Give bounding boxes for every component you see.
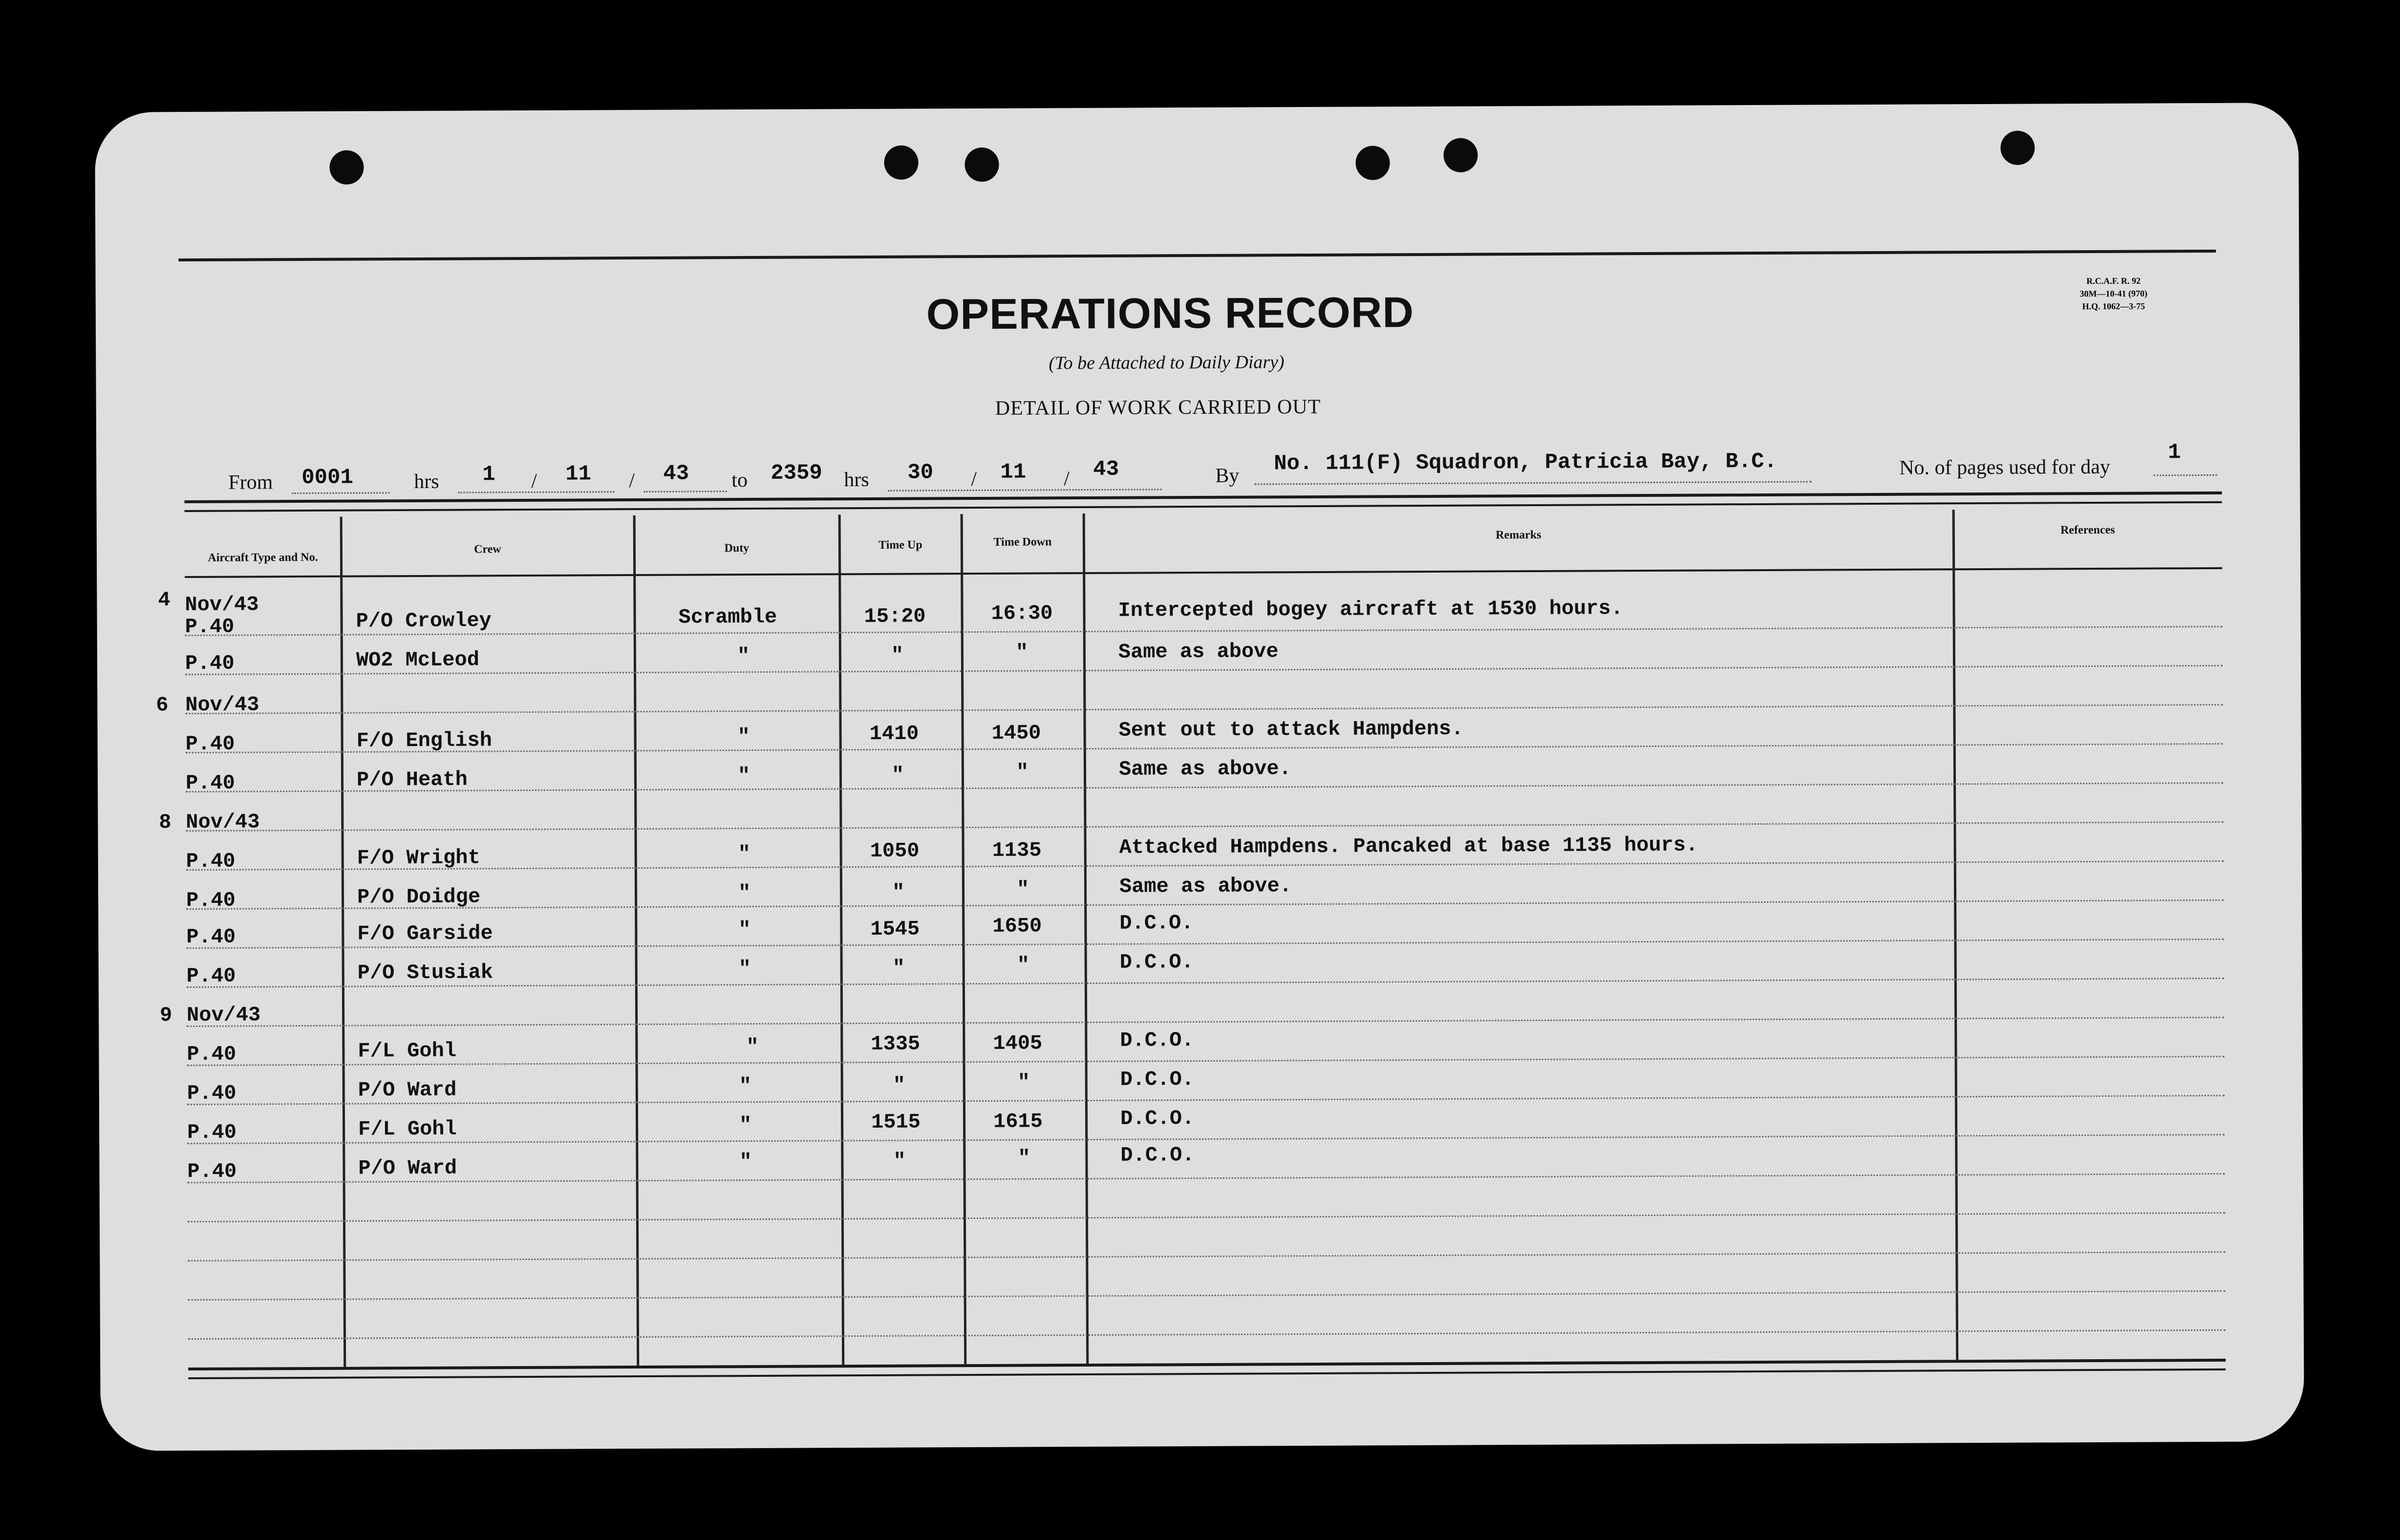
form-code	[2055, 274, 2172, 313]
crew-cell: F/L Gohl	[358, 1039, 457, 1063]
date-label: Nov/43	[187, 1003, 261, 1027]
crew-cell: F/O English	[356, 728, 493, 753]
ruled-line	[188, 1251, 2225, 1262]
date-slash: /	[531, 470, 537, 492]
time-down-cell: 1135	[992, 838, 1042, 862]
pages-count: 1	[2168, 440, 2181, 465]
time-up-cell: "	[892, 956, 905, 980]
time-down-cell: "	[1016, 877, 1029, 901]
time-down-cell: "	[1016, 760, 1029, 784]
time-up-cell: "	[893, 1149, 906, 1173]
table-bottom-rule	[188, 1369, 2226, 1379]
by-label: By	[1215, 464, 1240, 487]
col-header-time-down: Time Down	[993, 535, 1052, 549]
ruled-line	[188, 1329, 2226, 1340]
crew-cell: F/L Gohl	[358, 1117, 457, 1141]
date-slash: /	[629, 470, 635, 492]
crew-cell: F/O Garside	[357, 921, 493, 946]
aircraft-cell: P.40	[187, 1042, 236, 1067]
duty-cell: "	[738, 881, 751, 905]
crew-cell: P/O Stusiak	[357, 961, 493, 985]
remarks-cell: D.C.O.	[1120, 1068, 1195, 1091]
time-down-cell: "	[1017, 953, 1030, 977]
ruled-line	[187, 1017, 2224, 1027]
date-slash: /	[971, 468, 977, 491]
hrs-label: hrs	[414, 470, 439, 493]
time-down-cell: 1650	[992, 914, 1042, 938]
dotted-line	[643, 491, 727, 492]
to-day: 30	[907, 460, 934, 485]
duty-cell: "	[737, 764, 750, 788]
aircraft-cell: P.40	[185, 615, 235, 639]
crew-cell: P/O Heath	[356, 768, 468, 792]
date-label: Nov/43	[185, 693, 259, 717]
time-up-cell: 1515	[871, 1110, 921, 1134]
time-down-cell: 1615	[993, 1110, 1043, 1134]
date-label: Nov/43	[185, 593, 259, 617]
remarks-cell: D.C.O.	[1119, 950, 1194, 974]
ruled-line	[186, 782, 2223, 792]
col-header-references: References	[2060, 523, 2115, 537]
remarks-cell: D.C.O.	[1120, 1107, 1195, 1131]
form-code-line: R.C.A.F. R. 92	[2086, 276, 2141, 286]
time-down-cell: 1450	[991, 721, 1041, 745]
table-top-rule	[185, 501, 2222, 512]
time-down-cell: "	[1017, 1070, 1030, 1094]
duty-cell: "	[738, 957, 751, 981]
duty-cell: "	[739, 1113, 752, 1137]
remarks-cell: Sent out to attack Hampdens.	[1118, 717, 1464, 742]
col-header-remarks: Remarks	[1496, 528, 1542, 542]
date-day: 4	[158, 588, 171, 612]
to-label: to	[731, 469, 748, 492]
to-time: 2359	[771, 461, 823, 486]
remarks-cell: D.C.O.	[1120, 1028, 1194, 1052]
aircraft-cell: P.40	[187, 1159, 237, 1184]
page-title: OPERATIONS RECORD	[926, 288, 1414, 339]
date-day: 6	[156, 693, 169, 717]
from-label: From	[228, 471, 273, 494]
ruled-line	[188, 1173, 2225, 1183]
time-down-cell: "	[1018, 1146, 1030, 1170]
duty-cell: "	[737, 644, 750, 668]
duty-cell: Scramble	[678, 605, 777, 629]
date-slash: /	[1064, 468, 1070, 491]
aircraft-cell: P.40	[186, 925, 236, 949]
crew-cell: WO2 McLeod	[356, 648, 480, 672]
from-time: 0001	[301, 465, 354, 491]
dotted-line	[292, 492, 389, 494]
form-code-line: 30M—10-41 (970)	[2079, 288, 2147, 299]
time-up-cell: 1335	[871, 1032, 921, 1056]
aircraft-cell: P.40	[185, 651, 235, 676]
ruled-line	[186, 860, 2224, 871]
time-up-cell: "	[891, 643, 904, 667]
page-subtitle: (To be Attached to Daily Diary)	[1049, 352, 1285, 374]
crew-cell: P/O Ward	[358, 1156, 457, 1180]
duty-cell: "	[746, 1035, 759, 1059]
hrs-label: hrs	[844, 468, 869, 492]
aircraft-cell: P.40	[187, 1120, 237, 1145]
ruled-line	[186, 821, 2223, 832]
remarks-cell: Attacked Hampdens. Pancaked at base 1135 hours.	[1119, 833, 1698, 859]
dotted-line	[1254, 481, 1811, 485]
ruled-line	[188, 1290, 2226, 1301]
duty-cell: "	[737, 725, 750, 749]
duty-cell: "	[739, 1150, 752, 1174]
time-up-cell: 15:20	[864, 604, 926, 628]
date-label: Nov/43	[186, 810, 260, 834]
col-divider	[1083, 513, 1089, 1364]
time-down-cell: "	[1015, 641, 1029, 664]
from-day: 1	[482, 462, 495, 487]
col-header-duty: Duty	[724, 542, 750, 555]
detail-heading: DETAIL OF WORK CARRIED OUT	[995, 395, 1321, 420]
to-month: 11	[1000, 460, 1027, 485]
aircraft-cell: P.40	[186, 849, 236, 874]
ruled-line	[186, 899, 2224, 910]
remarks-cell: Same as above	[1118, 640, 1279, 664]
duty-cell: "	[739, 1074, 752, 1098]
punch-hole	[329, 150, 364, 184]
remarks-cell: Same as above.	[1119, 874, 1292, 898]
col-header-time-up: Time Up	[879, 538, 922, 552]
dotted-line	[888, 489, 1161, 491]
crew-cell: P/O Doidge	[357, 885, 481, 909]
time-up-cell: "	[893, 1073, 906, 1097]
date-day: 9	[160, 1004, 172, 1027]
col-divider	[633, 515, 640, 1366]
aircraft-cell: P.40	[185, 771, 235, 795]
crew-cell: F/O Wright	[357, 846, 480, 870]
time-up-cell: 1410	[869, 722, 919, 746]
time-up-cell: "	[892, 880, 905, 904]
ruled-line	[188, 1212, 2225, 1222]
form-code-line: H.Q. 1062—3-75	[2082, 301, 2145, 312]
header-bottom-rule	[185, 567, 2222, 578]
date-day: 8	[159, 811, 171, 834]
to-year: 43	[1093, 457, 1119, 482]
time-down-cell: 16:30	[991, 601, 1053, 625]
remarks-cell: D.C.O.	[1120, 1143, 1195, 1167]
col-divider	[340, 517, 346, 1367]
punch-hole	[2000, 131, 2035, 165]
crew-cell: P/O Crowley	[356, 609, 492, 633]
table-bottom-rule	[188, 1359, 2226, 1370]
crew-cell: P/O Ward	[358, 1078, 457, 1102]
duty-cell: "	[738, 842, 751, 866]
time-up-cell: 1545	[870, 917, 920, 941]
ruled-line	[187, 1095, 2225, 1105]
col-divider	[1952, 510, 1959, 1360]
remarks-cell: Intercepted bogey aircraft at 1530 hours.	[1118, 597, 1623, 622]
remarks-cell: Same as above.	[1118, 757, 1291, 781]
col-divider	[838, 514, 845, 1365]
table-top-rule	[185, 492, 2222, 503]
aircraft-cell: P.40	[185, 732, 235, 756]
dotted-line	[2153, 474, 2217, 476]
duty-cell: "	[738, 918, 751, 942]
time-up-cell: "	[891, 763, 904, 787]
ruled-line	[185, 704, 2223, 714]
punch-hole	[1443, 138, 1478, 172]
ruled-line	[187, 1134, 2225, 1144]
col-header-aircraft: Aircraft Type and No.	[208, 551, 318, 564]
unit-name: No. 111(F) Squadron, Patricia Bay, B.C.	[1274, 449, 1778, 476]
col-header-crew: Crew	[474, 543, 501, 556]
aircraft-cell: P.40	[187, 1081, 236, 1106]
from-month: 11	[565, 462, 592, 487]
time-down-cell: 1405	[993, 1031, 1043, 1055]
aircraft-cell: P.40	[186, 888, 236, 913]
pages-label: No. of pages used for day	[1899, 455, 2110, 479]
aircraft-cell: P.40	[186, 964, 236, 988]
record-card	[95, 103, 2304, 1451]
ruled-line	[187, 1056, 2225, 1066]
remarks-cell: D.C.O.	[1119, 911, 1194, 935]
top-rule	[178, 250, 2216, 261]
punch-hole	[964, 148, 999, 182]
col-divider	[961, 514, 967, 1364]
punch-hole	[1355, 146, 1390, 180]
from-year: 43	[663, 461, 689, 486]
ruled-line	[185, 665, 2223, 675]
time-up-cell: 1050	[870, 839, 920, 863]
punch-hole	[884, 145, 918, 179]
